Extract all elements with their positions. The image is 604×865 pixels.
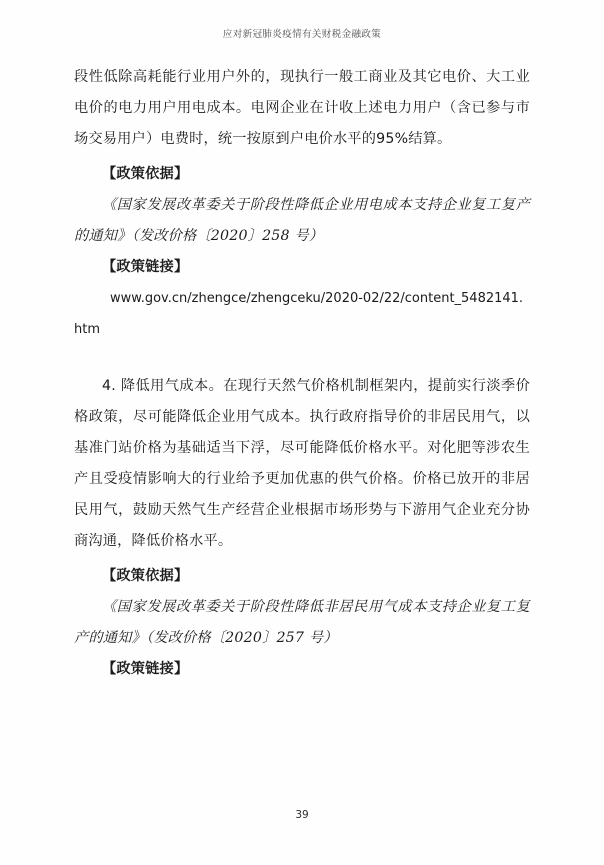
page-number: 39 — [295, 809, 309, 821]
policy-link-heading-1: 【政策链接】 — [102, 259, 189, 275]
policy-basis-heading-2: 【政策依据】 — [102, 568, 189, 584]
page-header: 应对新冠肺炎疫情有关财税金融政策 — [222, 29, 382, 40]
page-content — [74, 62, 530, 685]
policy-basis-heading-1: 【政策依据】 — [102, 166, 189, 182]
policy-basis-text-2: 《国家发展改革委关于阶段性降低非居民用气成本支持企业复工复产的通知》（发改价格〔2020〕257 号） — [74, 599, 530, 646]
paragraph-continuation: 段性低除高耗能行业用户外的，现执行一般工商业及其它电价、大工业电价的电力用户用电成本。电网企业在计收上述电力用户（含已参与市场交易用户）电费时，统一按原到户电价水平的95%结算。 — [74, 69, 530, 147]
policy-basis-text-1: 《国家发展改革委关于阶段性降低企业用电成本支持企业复工复产的通知》（发改价格〔2020〕258 号） — [74, 197, 530, 244]
paragraph-item-4: 4. 降低用气成本。在现行天然气价格机制框架内，提前实行淡季价格政策，尽可能降低企业用气成本。执行政府指导价的非居民用气，以基准门站价格为基础适当下浮，尽可能降低价格水平。对化肥等涉农生产且受疫情影响大的行业给予更加优惠的供气价格。价格已放开的非居民用气，鼓励天然气生产经营企业根据市场形势与下游用气企业充分协商沟通，降低价格水平。 — [74, 378, 530, 549]
policy-link-heading-2: 【政策链接】 — [102, 661, 189, 677]
spacer — [74, 345, 530, 371]
policy-link-url-1[interactable]: www.gov.cn/zhengce/zhengceku/2020-02/22/content_5482141.htm — [74, 291, 524, 337]
